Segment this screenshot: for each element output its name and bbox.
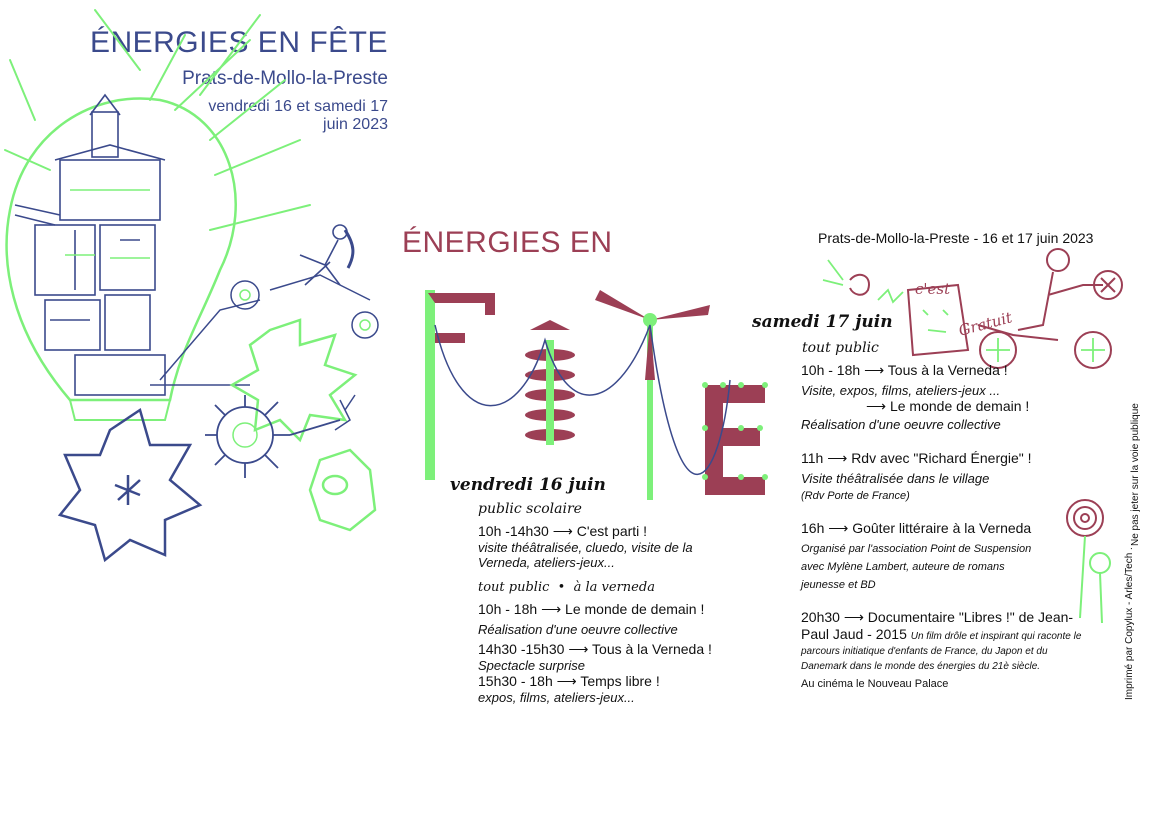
- event-title: Documentaire "Libres !" de Jean-: [867, 609, 1074, 625]
- header-title: ÉNERGIES EN FÊTE: [89, 26, 388, 59]
- saturday-day: samedi 17 juin: [752, 312, 893, 332]
- poster-title-top: ÉNERGIES EN: [402, 226, 613, 259]
- arrow-icon: ⟶: [568, 641, 593, 657]
- event-subtitle: [866, 398, 1092, 415]
- arrow-icon: ⟶: [552, 523, 577, 539]
- arrow-icon: ⟶: [843, 609, 868, 625]
- event-title: Goûter littéraire à la Verneda: [852, 520, 1032, 536]
- event-title: Le monde de demain !: [565, 601, 705, 617]
- event-title: Paul Jaud - 2015: [801, 626, 907, 642]
- event-desc: Organisé par l'association Point de Suspension: [801, 543, 1032, 555]
- event-time: 20h30: [801, 609, 840, 625]
- fete-letters-artwork: [420, 285, 780, 505]
- litter-note: Ne pas jeter sur la voie publique: [1130, 403, 1141, 546]
- event-desc: Visite théâtralisée dans le village: [801, 471, 990, 486]
- friday-day: vendredi 16 juin: [450, 475, 606, 495]
- handwritten-gratuit: Gratuit: [956, 308, 1015, 340]
- saturday-event-4: [801, 609, 1092, 626]
- saturday-audience: tout public: [802, 340, 879, 356]
- event-time: 11h: [801, 450, 824, 466]
- event-desc: avec Mylène Lambert, auteure de romans: [801, 561, 1005, 573]
- event-time: 16h: [801, 520, 825, 536]
- friday-event-3: [478, 641, 770, 658]
- saturday-program: [752, 312, 1092, 690]
- arrow-icon: ⟶: [864, 362, 888, 378]
- event-sub-title: Le monde de demain !: [889, 398, 1030, 414]
- saturday-event-3: [801, 520, 1092, 537]
- saturday-event-1: [801, 362, 1092, 379]
- print-note: Imprimé par Copylux - Arles/Tech .: [1124, 547, 1135, 700]
- event-desc: Danemark dans le monde des énergies du 21è siècle.: [801, 661, 1041, 672]
- friday-audience-public: [478, 580, 770, 595]
- event-time: 14h30 -15h30: [478, 641, 565, 657]
- event-title: C'est parti !: [576, 523, 648, 539]
- arrow-icon: ⟶: [828, 520, 853, 536]
- event-desc: expos, films, ateliers-jeux...: [478, 690, 635, 705]
- bullet: •: [553, 580, 574, 595]
- event-title: Tous à la Verneda !: [887, 362, 1008, 378]
- event-desc: Visite, expos, films, ateliers-jeux ...: [801, 383, 1001, 398]
- friday-audience-scolaire: public scolaire: [478, 501, 582, 517]
- event-note: (Rdv Porte de France): [801, 490, 910, 502]
- event-desc: jeunesse et BD: [801, 579, 876, 591]
- friday-event-2: [478, 601, 770, 618]
- event-time: 10h - 18h: [478, 601, 538, 617]
- poster-subtitle: Prats-de-Mollo-la-Preste - 16 et 17 juin 2023: [818, 230, 1094, 246]
- event-desc: Verneda, ateliers-jeux...: [478, 555, 615, 570]
- event-time: 10h -14h30: [478, 523, 549, 539]
- event-title: Tous à la Verneda !: [592, 641, 712, 657]
- event-desc: Spectacle surprise: [478, 658, 585, 673]
- header-date-line1: vendredi 16 et samedi 17: [208, 98, 388, 115]
- event-desc: Réalisation d'une oeuvre collective: [801, 417, 1001, 432]
- event-place: Au cinéma le Nouveau Palace: [801, 678, 949, 690]
- friday-program: [450, 475, 770, 705]
- header-place: Prats-de-Mollo-la-Preste: [182, 68, 388, 89]
- handwritten-cest: c'est: [915, 280, 951, 298]
- event-desc: visite théâtralisée, cluedo, visite de la: [478, 540, 693, 555]
- event-desc: Réalisation d'une oeuvre collective: [478, 622, 678, 637]
- friday-event-1: [478, 523, 770, 540]
- lightbulb-village-illustration: [0, 0, 400, 580]
- header-date-line2: juin 2023: [323, 116, 388, 133]
- event-desc: Un film drôle et inspirant qui raconte le: [910, 631, 1082, 642]
- friday-event-4: [478, 673, 770, 690]
- arrow-icon: ⟶: [541, 601, 566, 617]
- event-title: Temps libre !: [580, 673, 660, 689]
- event-time: 15h30 - 18h: [478, 673, 553, 689]
- audience-label: tout public: [478, 580, 550, 595]
- arrow-icon: ⟶: [866, 398, 890, 414]
- event-title-cont: [801, 626, 1092, 642]
- arrow-icon: ⟶: [556, 673, 581, 689]
- event-time: 10h - 18h: [801, 362, 861, 378]
- event-title: Rdv avec "Richard Énergie" !: [851, 450, 1032, 466]
- audience-place: à la verneda: [573, 580, 655, 595]
- arrow-icon: ⟶: [827, 450, 852, 466]
- saturday-event-2: [801, 450, 1092, 467]
- event-desc: parcours initiatique d'enfants de France, du Japon et du: [801, 646, 1048, 657]
